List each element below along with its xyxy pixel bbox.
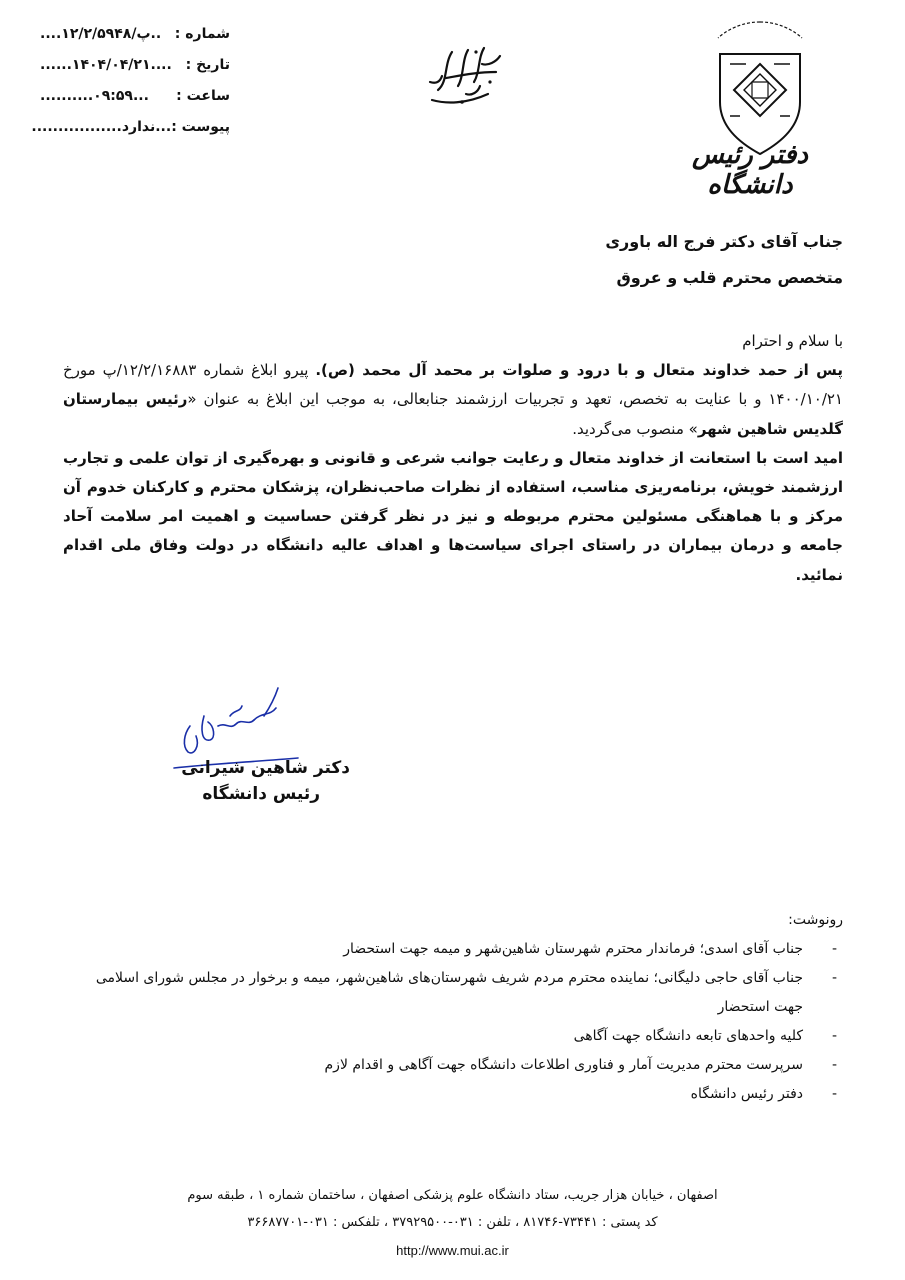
cc-recipient: جناب آقای حاجی دلیگانی؛ نماینده محترم مردم شریف شهرستان‌های شاهین‌شهر، میمه و برخوار در مجلس شورای اسلامی جهت استحضار [95, 970, 803, 1015]
meta-value: ......۱۴۰۴/۰۴/۲۱.... [40, 57, 172, 73]
cc-list [83, 935, 843, 1109]
cc-recipient: سرپرست محترم مدیریت آمار و فناوری اطلاعات دانشگاه جهت آگاهی و اقدام لازم [324, 1057, 803, 1073]
addressee-title: متخصص محترم قلب و عروق [616, 268, 843, 287]
meta-value: ....۱۲/۲/۵۹۴۸/پ.. [40, 26, 162, 42]
opening-praise: پس از حمد خداوند متعال و با درود و صلوات بر محمد آل محمد (ص). [315, 361, 843, 380]
footer-address: اصفهان ، خیابان هزار جریب، ستاد دانشگاه علوم پزشکی اصفهان ، ساختمان شماره ۱ ، طبقه سوم [187, 1188, 718, 1203]
meta-label: شماره : [174, 26, 230, 42]
paragraph-1 [63, 356, 843, 444]
paragraph-2: امید است با استعانت از خداوند متعال و رعایت جوانب شرعی و قانونی و بهره‌گیری از توان علمی و تجارب ارزشمند خویش، برنامه‌ریزی مناسب، استفاده از نظرات صاحب‌نظران، پزشکان محترم و کارکنان خدوم آن مرکز و با هماهنگی مسئولین محترم مربوطه و نیز در نظر گرفتن حساسیت و اهمیت امر سلامت آحاد جامعه و درمان بیماران در راستای اجرای سیاست‌ها و اهداف عالیه دانشگاه در دولت وفاق ملی اقدام نمائید. [63, 448, 843, 584]
cc-title: رونوشت: [788, 912, 843, 928]
list-dash: - [831, 1057, 837, 1073]
letter-meta [31, 22, 230, 146]
cc-section [83, 905, 843, 1109]
list-dash: - [831, 1028, 837, 1044]
greeting: با سلام و احترام [742, 332, 843, 350]
list-dash: - [831, 970, 837, 986]
office-title: دفتر رئیس دانشگاه [691, 140, 809, 200]
list-item [83, 1051, 843, 1080]
cc-recipient: دفتر رئیس دانشگاه [690, 1086, 803, 1102]
meta-label: تاریخ : [185, 57, 230, 73]
addressee [83, 224, 843, 296]
meta-attachment-row [31, 115, 230, 146]
signatory-title: رئیس دانشگاه [202, 784, 320, 804]
appointment-text-end: » منصوب می‌گردید. [572, 419, 698, 438]
appointment-text: پیرو ابلاغ شماره ۱۲/۲/۱۶۸۸۳/پ مورخ ۱۴۰۰/۱۰/۲۱ و با عنایت به تخصص، تعهد و تجربیات ارزشمند جنابعالی، به موجب این ابلاغ به عنوان « [63, 361, 843, 409]
list-dash: - [831, 941, 837, 957]
addressee-name: جناب آقای دکتر فرج اله باوری [605, 232, 843, 251]
meta-value: ..........۰۹:۵۹... [40, 88, 149, 104]
appointment-position: رئیس بیمارستان گلدیس شاهین شهر [63, 390, 843, 438]
meta-label: پیوست : [171, 119, 230, 135]
list-dash: - [831, 1086, 837, 1102]
basmala-calligraphy-icon [418, 42, 510, 110]
signatory-name: دکتر شاهین شیرانی [181, 758, 350, 778]
signature-block [170, 686, 350, 806]
meta-value: .................ندارد... [31, 119, 172, 135]
list-item [83, 964, 843, 1022]
footer-url-link[interactable]: http://www.mui.ac.ir [396, 1243, 509, 1258]
meta-date-row [40, 53, 230, 84]
letter-body [63, 327, 843, 590]
cc-recipient: جناب آقای اسدی؛ فرماندار محترم شهرستان شاهین‌شهر و میمه جهت استحضار [343, 941, 803, 957]
list-item [83, 1022, 843, 1051]
list-item [83, 1080, 843, 1109]
meta-label: ساعت : [176, 88, 230, 104]
cc-recipient: کلیه واحدهای تابعه دانشگاه جهت آگاهی [573, 1028, 803, 1044]
meta-number-row [40, 22, 230, 53]
list-item [83, 935, 843, 964]
meta-time-row [40, 84, 230, 115]
footer-contacts: کد پستی : ۷۳۴۴۱-۸۱۷۴۶ ، تلفن : ۰۳۱-۳۷۹۲۹۵۰۰ ، تلفکس : ۰۳۱-۳۶۶۸۷۷۰۱ [247, 1215, 658, 1230]
